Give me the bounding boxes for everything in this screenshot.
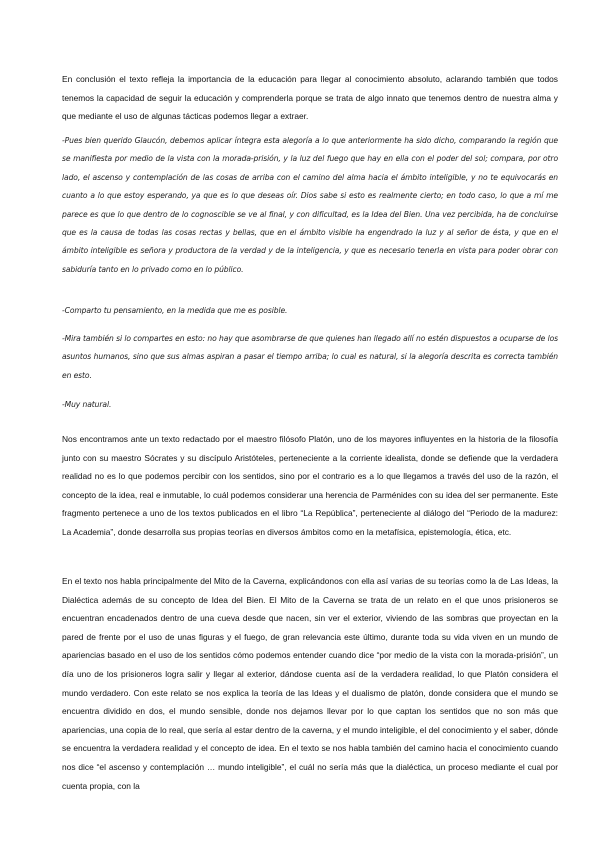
- quote-paragraph-reply: -Comparto tu pensamiento, en la medida que me es posible.: [62, 306, 288, 315]
- intro-paragraph: Nos encontramos ante un texto redactado por el maestro filósofo Platón, uno de los mayores influyentes en la historia de la filosofía junto con su maestro Sócrates y su discípulo Aristóteles, perteneciente a la corriente idealista, donde se defiende que la verdadera realidad no es lo que podemos percibir con los sentidos, sino por el contrario es a lo que llegamos a través del uso de la razón, el concepto de la idea, real e inmutable, lo cuál podemos considerar una herencia de Parménides con su idea del ser permanente. Este fragmento pertenece a uno de los textos publicados en el libro “La República”, perteneciente al diálogo del “Periodo de la madurez: La Academia”, donde desarrolla sus propias teorías en diversos ámbitos como en la metafísica, epistemología, ética, etc.: [62, 434, 558, 537]
- quote-paragraph-glaucon: -Pues bien querido Glaucón, debemos aplicar íntegra esta alegoría a lo que anteriormente ha sido dicho, comparando la región que se manifiesta por medio de la vista con la morada-prisión, y la luz del fuego que hay en ella con el poder del sol; compara, por otro lado, el ascenso y contemplación de las cosas de arriba con el camino del alma hacia el ámbito inteligible, y no te equivocarás en cuanto a lo que estoy esperando, ya que es lo que deseas oír. Dios sabe si esto es realmente cierto; en todo caso, lo que a mí me parece es que lo que dentro de lo cognoscible se ve al final, y con dificultad, es la Idea del Bien. Una vez percibida, ha de concluirse que es la causa de todas las cosas rectas y bellas, que en el ámbito visible ha engendrado la luz y al señor de ésta, y que en el ámbito inteligible es señora y productora de la verdad y de la inteligencia, y que es necesario tenerla en vista para poder obrar con sabiduría tanto en lo privado como en lo público.: [62, 136, 558, 274]
- quote-paragraph-natural: -Muy natural.: [62, 400, 112, 409]
- quote-paragraph-humans: -Mira también si lo compartes en esto: no hay que asombrarse de que quienes han llegado allí no estén dispuestos a ocuparse de los asuntos humanos, sino que sus almas aspiran a pasar el tiempo arriba; lo cual es natural, si la alegoría descrita es correcta también en esto.: [62, 334, 558, 380]
- analysis-paragraph: En el texto nos habla principalmente del Mito de la Caverna, explicándonos con ella así varias de su teorías como la de Las Ideas, la Dialéctica además de su concepto de Idea del Bien. El Mito de la Caverna se trata de un relato en el que unos prisioneros se encuentran encadenados dentro de una cueva desde que nacen, sin ver el exterior, viviendo de las sombras que proyectan en la pared de frente por el uso de unas figuras y el fuego, de gran relevancia este último, durante toda su vida viven en un mundo de apariencias basado en el uso de los sentidos cómo podemos entender cuando dice “por medio de la vista con la morada-prisión”, un día uno de los prisioneros logra salir y llegar al exterior, dándose cuenta así de la verdadera realidad, lo que Platón considera el mundo verdadero. Con este relato se nos explica la teoría de las Ideas y el dualismo de platón, donde considera que el mundo se encuentra dividido en dos, el mundo sensible, donde nos dejamos llevar por lo que captan los sentidos que no son más que apariencias, una copia de lo real, que sería al estar dentro de la caverna, y el mundo inteligible, el del conocimiento y el saber, dónde se encuentra la verdadera realidad y el concepto de idea. En el texto se nos habla también del camino hacia el conocimiento cuando nos dice “el ascenso y contemplación … mundo inteligible”, el cuál no sería más que la dialéctica, un proceso mediante el cual por cuenta propia, con la: [62, 576, 558, 791]
- conclusion-paragraph: En conclusión el texto refleja la importancia de la educación para llegar al conocimiento absoluto, aclarando también que todos tenemos la capacidad de seguir la educación y comprenderla porque se trata de algo innato que tenemos dentro de nuestra alma y que mediante el uso de algunas tácticas podemos llegar a extraer.: [62, 74, 558, 122]
